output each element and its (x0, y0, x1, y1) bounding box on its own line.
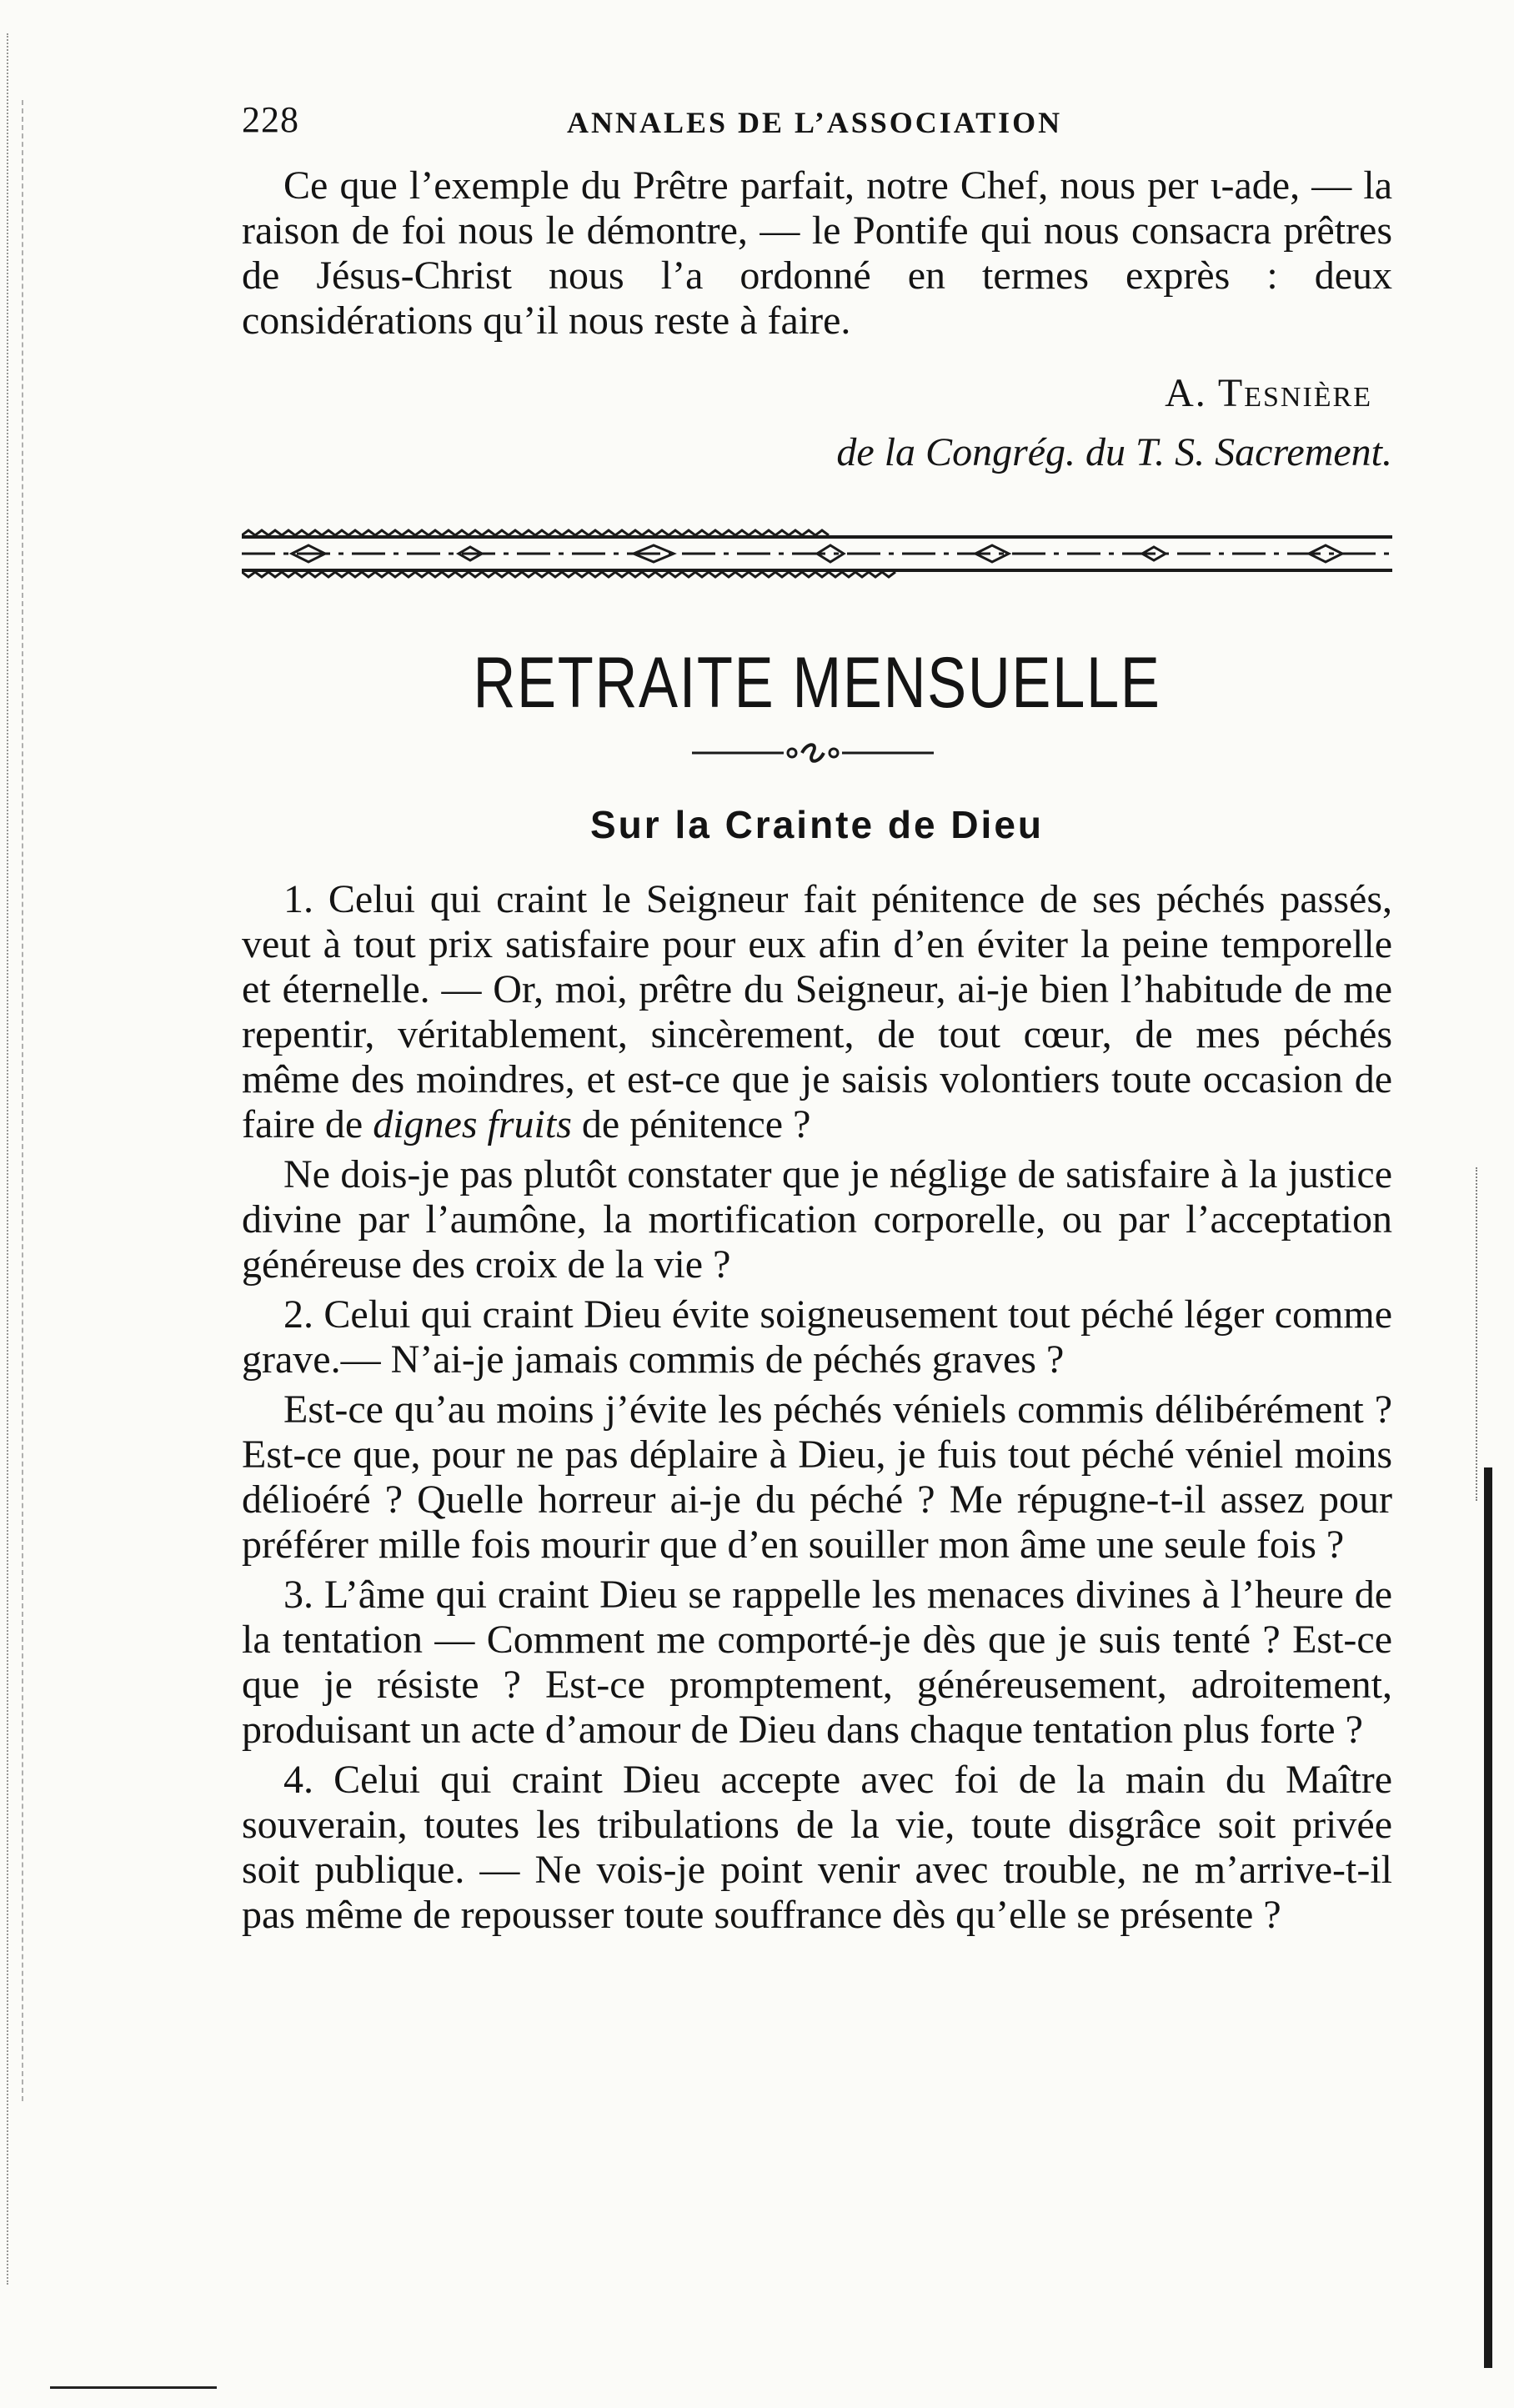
decorative-ornament-band (242, 529, 1392, 579)
point-2b-paragraph: Est-ce qu’au moins j’évite les péchés véniels commis délibérément ? Est-ce que, pour ne pas déplaire à Dieu, je fuis tout péché véniel moins délioéré ? Quelle horreur ai-je du péché ? Me répugne-t-il assez pour préférer mille fois mourir que d’en souiller mon âme une seule fois ? (242, 1387, 1392, 1567)
author-name: A. Tesnière (1165, 371, 1372, 415)
running-title: ANNALES DE L’ASSOCIATION (567, 106, 1063, 139)
scan-edge-right (1484, 1467, 1492, 2368)
point-4-paragraph: 4. Celui qui craint Dieu accepte avec foi de la main du Maître souverain, toutes les tribulations de la vie, toute disgrâce soit privée soit publique. — Ne vois-je point venir avec trouble, ne m’arrive-t-il pas même de repousser toute souffrance dès qu’elle se présente ? (242, 1758, 1392, 1937)
article-subtitle: Sur la Crainte de Dieu (589, 803, 1044, 846)
scan-edge-left-inner (22, 100, 32, 2101)
meditation-points (242, 877, 1392, 1943)
article-title: RETRAITE MENSUELLE (473, 643, 1161, 723)
point-1b-paragraph: Ne dois-je pas plutôt constater que je néglige de satisfaire à la justice divine par l’aumône, la mortification corporelle, ou par l’acceptation généreuse des croix de la vie ? (242, 1152, 1392, 1287)
page-number: 228 (242, 99, 299, 140)
signature-block (242, 370, 1392, 475)
scan-edge-right-dotted (1476, 1167, 1479, 1501)
scan-bottom-mark (50, 2386, 217, 2389)
point-1-paragraph (242, 877, 1392, 1147)
title-ornament (692, 740, 934, 765)
point-3-paragraph: 3. L’âme qui craint Dieu se rappelle les menaces divines à l’heure de la tentation — Comment me comporté-je dès que je suis tenté ? Est-ce que je résiste ? Est-ce promptement, généreusement, adroitement, produisant un acte d’amour de Dieu dans chaque tentation plus forte ? (242, 1573, 1392, 1752)
running-head (242, 98, 1392, 148)
point-1-end: de pénitence ? (571, 1102, 811, 1146)
point-1-emphasis: dignes fruits (373, 1102, 572, 1146)
intro-block (242, 163, 1392, 344)
point-1-text: 1. Celui qui craint le Seigneur fait pénitence de ses péchés passés, veut à tout prix satisfaire pour eux afin d’en éviter la peine temporelle et éternelle. — Or, moi, prêtre du Seigneur, ai-je bien l’habitude de me repentir, véritablement, sincèrement, de tout cœur, de mes péchés même des moindres, et est-ce que je saisis volontiers toute occasion de faire de (242, 877, 1392, 1146)
point-2-paragraph: 2. Celui qui craint Dieu évite soigneusement tout péché léger comme grave.— N’ai-je jamais commis de péchés graves ? (242, 1292, 1392, 1382)
author-congregation: de la Congrég. du T. S. Sacrement. (836, 430, 1392, 474)
intro-paragraph: Ce que l’exemple du Prêtre parfait, notre Chef, nous per ι-ade, — la raison de foi nous le démontre, — le Pontife qui nous consacra prêtres de Jésus-Christ nous l’a ordonné en termes exprès : deux considérations qu’il nous reste à faire. (242, 163, 1392, 343)
